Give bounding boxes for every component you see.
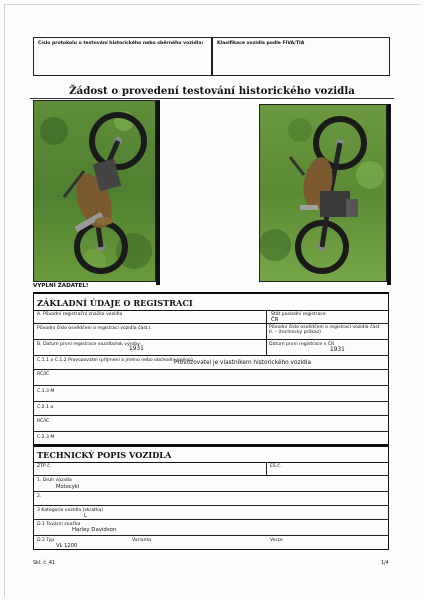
technical-heading-text: TECHNICKÝ POPIS VOZIDLA [37, 450, 172, 460]
tech-row-type [34, 475, 388, 491]
footer-left: Skl. č. 41 [33, 561, 55, 566]
rc-ic-label-2: RČ/IČ [37, 419, 50, 424]
technical-table [33, 462, 389, 550]
protocol-number-box [33, 37, 212, 76]
tech-col-divider-top [266, 463, 267, 475]
title-underline [30, 98, 394, 99]
technical-heading [33, 446, 389, 462]
vehicle-type-label: 1. Druh vozidla [37, 478, 72, 483]
rc-ic-label-1: RČ/IČ [37, 372, 50, 377]
tech-row-ztp [34, 463, 388, 475]
photo-left-shadow [156, 100, 160, 285]
vehicle-type-value: Motocykl [56, 484, 80, 490]
reg-row-operator [34, 355, 388, 369]
category-value: L [84, 513, 87, 519]
motorcycle-photo-right-image [260, 105, 387, 282]
motorcycle-photo-left [33, 100, 156, 282]
document-title: Žádost o provedení testování historického vozidla [69, 85, 355, 97]
ztp-label: ZTP č. [37, 464, 52, 469]
classification-box [212, 37, 390, 76]
maker-value: Harley Davidson [72, 527, 117, 533]
first-reg-cz-label: Datum první registrace v ČR [269, 342, 335, 347]
variant-label: Varianta [132, 538, 152, 543]
tech-row-maker [34, 519, 388, 535]
category-label: 3 Kategorie vozidla (zkratka) [37, 508, 104, 513]
protocol-number-label: Číslo protokolu o testování historického nebo sběrného vozidla: [38, 41, 204, 46]
photo-right-shadow [387, 104, 391, 285]
operator-value: Provozovatel je vlastníkem historického vozidla [174, 360, 311, 366]
reg-col-divider [266, 311, 267, 355]
tech-row-d2 [34, 535, 388, 550]
es-label: ES č. [270, 464, 282, 469]
registration-table [33, 310, 389, 447]
reg-row-rc-1 [34, 369, 388, 385]
maker-label: D.1 Tovární značka [37, 522, 81, 527]
c13-label: C.1.3 M [37, 389, 55, 394]
reg-row-rc-2 [34, 415, 388, 431]
first-reg-date-value: 1931 [129, 346, 144, 352]
d2-type-label: D.2 Typ [37, 538, 55, 543]
version-label: Verze [270, 538, 283, 543]
applicant-fill-note: VYPLNÍ ŽADATEL! [33, 283, 89, 289]
row-2-label: 2. [37, 494, 42, 499]
motorcycle-photo-right [259, 104, 387, 282]
reg-row-b [34, 339, 388, 355]
last-reg-state-label: Stát poslední registrace [271, 312, 326, 317]
registration-heading [33, 294, 389, 310]
reg-row-a [34, 311, 388, 323]
reg-row-c13 [34, 385, 388, 401]
operator-label: C.1.1 a C.1.2 Provozovatel (příjmení a jméno nebo obchodní jméno) [37, 358, 193, 363]
footer-right: 1/4 [381, 561, 389, 566]
first-reg-cz-value: 1931 [330, 347, 345, 353]
c21-label: C.2.1 a [37, 405, 54, 410]
reg-mark-label: A. Původní registrační značka vozidla [37, 312, 123, 317]
classification-label: Klasifikace vozidla podle FIVA/TIA [217, 41, 305, 46]
reg-row-cert [34, 323, 388, 339]
motorcycle-photo-left-image [34, 101, 156, 282]
tech-row-category [34, 505, 388, 519]
d2-type-value: VL 1200 [56, 543, 78, 549]
first-reg-date-label: B. Datum první registrace vozidla/rok výroby [37, 342, 140, 347]
reg-row-c21 [34, 401, 388, 415]
registration-heading-text: ZÁKLADNÍ ÚDAJE O REGISTRACI [37, 298, 193, 308]
orig-cert-part2-label: Původní číslo osvědčení o registraci vozidla část II. – (technický průkaz) [269, 325, 380, 336]
orig-cert-part1-label: Původní číslo osvědčení o registraci vozidla část I. [37, 326, 152, 331]
c23-label: C.2.3 M [37, 435, 55, 440]
tech-row-2 [34, 491, 388, 505]
last-reg-state-value: ČR [271, 317, 279, 323]
